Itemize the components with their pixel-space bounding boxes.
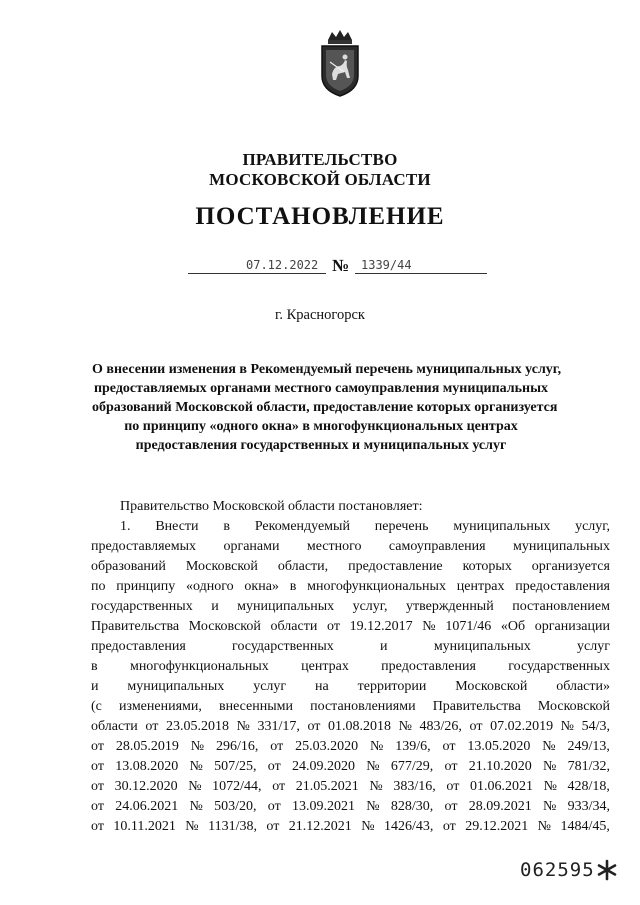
body-word: 428/18, <box>567 779 610 794</box>
body-word: от <box>270 739 284 754</box>
body-word: № <box>398 719 412 734</box>
body-word: № <box>560 719 575 734</box>
body-word: центрах <box>301 659 349 674</box>
body-word: № <box>537 819 552 834</box>
body-word: области, <box>277 559 329 574</box>
body-word: услуг <box>253 679 287 694</box>
body-word: № <box>361 819 375 834</box>
body-word: услуг <box>577 639 610 654</box>
body-word: от <box>444 759 458 774</box>
body-word: постановлениями <box>310 699 416 714</box>
body-word: 503/20, <box>214 799 257 814</box>
body-word: постановлением <box>512 599 610 614</box>
body-word: в <box>289 579 297 594</box>
body-line <box>91 679 610 699</box>
body-word: 1072/44, <box>212 779 262 794</box>
body-word: от <box>91 779 104 794</box>
body-word: Московской <box>185 559 258 574</box>
body-word: 21.12.2021 <box>288 819 352 834</box>
moscow-oblast-coat-of-arms-icon <box>314 28 366 98</box>
body-word: от <box>91 799 104 814</box>
body-line <box>91 719 610 739</box>
body-word: окна» <box>244 579 279 594</box>
body-word: от <box>442 739 456 754</box>
body-word: № <box>369 779 383 794</box>
body-word: области <box>91 719 138 734</box>
body-line <box>91 559 610 579</box>
body-word: от <box>91 739 104 754</box>
body-line <box>91 759 610 779</box>
body-word: на <box>315 679 329 694</box>
body-word: 29.12.2021 <box>465 819 529 834</box>
body-word: и <box>211 599 219 614</box>
body-line <box>91 539 610 559</box>
body-word: 828/30, <box>390 799 434 814</box>
body-word: № <box>542 799 557 814</box>
body-word: которых <box>462 559 512 574</box>
body-word: предоставления <box>381 659 476 674</box>
title-line: предоставляемых органами местного самоуправления муниципальных <box>93 381 549 396</box>
body-word: предоставляемых <box>91 539 197 554</box>
body-word: 19.12.2017 <box>349 619 413 634</box>
body-word: от <box>272 779 286 794</box>
body-word: 677/29, <box>390 759 434 774</box>
body-word: 10.11.2021 <box>113 819 176 834</box>
body-word: Правительства <box>91 619 180 634</box>
body-word: в <box>223 519 230 534</box>
body-word: № <box>369 739 384 754</box>
body-word: 13.05.2020 <box>467 739 531 754</box>
body-word: 21.10.2020 <box>468 759 532 774</box>
body-word: 933/34, <box>567 799 610 814</box>
body-word: от <box>267 759 281 774</box>
body-word: 1484/45, <box>560 819 610 834</box>
body-word: государственных <box>91 599 193 614</box>
body-word: многофункциональных <box>307 579 446 594</box>
body-word: 1426/43, <box>384 819 434 834</box>
body-word: «одного <box>186 579 234 594</box>
body-word: перечень <box>374 519 429 534</box>
body-word: области <box>270 619 318 634</box>
title-line: предоставления государственных и муниципальных услуг <box>135 438 507 453</box>
body-line <box>91 819 610 839</box>
body-word: организации <box>534 619 610 634</box>
body-word: «Об <box>500 619 526 634</box>
body-word: от <box>91 819 104 834</box>
body-word: области» <box>556 679 610 694</box>
body-word: 1071/46 <box>445 619 492 634</box>
body-word: 23.05.2018 <box>165 719 229 734</box>
body-word: муниципальных <box>433 639 531 654</box>
body-word: (с <box>91 699 102 714</box>
body-word: от <box>444 799 458 814</box>
body-word: Московской <box>537 699 610 714</box>
title-line: О внесении изменения в Рекомендуемый перечень муниципальных услуг, <box>92 362 562 377</box>
body-word: 383/16, <box>393 779 436 794</box>
body-word: 483/26, <box>419 719 462 734</box>
body-word: 1131/38, <box>208 819 257 834</box>
body-word: № <box>185 819 199 834</box>
title-line: образований Московской области, предоставление которых организуется <box>92 400 558 415</box>
body-word: услуг, <box>575 519 610 534</box>
body-line <box>91 599 610 619</box>
body-word: 13.09.2021 <box>291 799 355 814</box>
body-word: 507/25, <box>214 759 257 774</box>
body-word: муниципальных <box>513 539 610 554</box>
body-word: от <box>307 719 321 734</box>
body-word: предоставление <box>348 559 443 574</box>
body-word: Рекомендуемый <box>254 519 350 534</box>
government-name-line2: МОСКОВСКОЙ ОБЛАСТИ <box>209 170 431 189</box>
body-word: 28.09.2021 <box>468 799 532 814</box>
body-word: Московской <box>455 679 528 694</box>
registration-line <box>0 257 640 277</box>
body-word: 139/6, <box>395 739 431 754</box>
body-word: в <box>91 659 98 674</box>
body-word: организуется <box>531 559 610 574</box>
body-word: № <box>542 739 556 754</box>
body-word: 781/32, <box>567 759 610 774</box>
document-type-heading: ПОСТАНОВЛЕНИЕ <box>195 203 445 230</box>
body-word: № <box>236 719 250 734</box>
body-word: 13.08.2020 <box>115 759 179 774</box>
body-word: № <box>189 759 203 774</box>
body-line <box>91 799 610 819</box>
body-word: № <box>190 739 205 754</box>
body-word: услуг, <box>352 599 388 614</box>
body-word: № <box>189 799 203 814</box>
body-line <box>91 659 610 679</box>
body-word: муниципальных <box>237 599 335 614</box>
body-word: № <box>422 619 436 634</box>
body-word: и <box>380 639 388 654</box>
body-line <box>91 779 610 799</box>
body-word: № <box>543 779 557 794</box>
asterisk-mark-icon <box>596 859 618 881</box>
body-word: многофункциональных <box>129 659 269 674</box>
body-word: от <box>145 719 159 734</box>
body-word: № <box>366 759 380 774</box>
body-word: территории <box>357 679 427 694</box>
body-word: и <box>91 679 99 694</box>
city: г. Красногорск <box>275 307 365 323</box>
body-word: предоставления <box>515 579 610 594</box>
body-line <box>91 619 610 639</box>
body-word: самоуправления <box>388 539 486 554</box>
body-word: государственных <box>232 639 334 654</box>
title-line: по принципу «одного окна» в многофункциональных центрах <box>124 419 518 434</box>
body-word: № <box>366 799 380 814</box>
body-word: 25.03.2020 <box>295 739 359 754</box>
body-word: № <box>188 779 202 794</box>
body-word: № <box>542 759 557 774</box>
body-word: изменениями, <box>119 699 202 714</box>
body-word: принципу <box>116 579 176 594</box>
body-intro: Правительство Московской области постановляет: <box>120 499 423 514</box>
body-word: 24.09.2020 <box>291 759 355 774</box>
body-line <box>91 739 610 759</box>
body-word: Внести <box>155 519 199 534</box>
body-word: 07.02.2019 <box>490 719 554 734</box>
body-word: от <box>266 819 280 834</box>
body-word: центрах <box>456 579 505 594</box>
body-word: от <box>267 799 281 814</box>
body-word: 21.05.2021 <box>295 779 359 794</box>
body-word: образований <box>91 559 166 574</box>
body-word: от <box>442 819 456 834</box>
body-word: Правительства <box>432 699 521 714</box>
body-word: государственных <box>508 659 610 674</box>
body-word: от <box>469 719 483 734</box>
body-line <box>91 579 610 599</box>
decree-number: 1339/44 <box>361 258 412 272</box>
body-word: от <box>91 759 104 774</box>
body-word: 01.08.2018 <box>328 719 391 734</box>
body-word: 24.06.2021 <box>115 799 179 814</box>
body-word: внесенными <box>219 699 294 714</box>
body-word: 1. <box>120 519 131 534</box>
decree-title <box>92 360 562 455</box>
body-word: по <box>91 579 106 594</box>
body-line <box>91 639 610 659</box>
body-word: 331/17, <box>257 719 300 734</box>
body-word: 296/16, <box>215 739 259 754</box>
body-word: органами <box>223 539 280 554</box>
body-word: предоставления <box>91 639 186 654</box>
serial-number-stamp: 062595 <box>520 859 595 881</box>
body-word: 28.05.2019 <box>115 739 179 754</box>
body-word: муниципальных <box>127 679 225 694</box>
body-word: 01.06.2021 <box>469 779 533 794</box>
body-word: от <box>327 619 340 634</box>
body-word: Московской <box>188 619 261 634</box>
body-word: 30.12.2020 <box>114 779 178 794</box>
body-word: 54/3, <box>581 719 610 734</box>
body-line <box>91 699 610 719</box>
body-word: местного <box>306 539 362 554</box>
body-word: 249/13, <box>567 739 610 754</box>
government-name-line1: ПРАВИТЕЛЬСТВО <box>242 150 398 169</box>
body-word: утвержденный <box>405 599 494 614</box>
body-line <box>120 519 610 539</box>
body-word: от <box>446 779 460 794</box>
decree-date: 07.12.2022 <box>246 258 319 272</box>
number-sign: № <box>332 256 350 275</box>
body-word: муниципальных <box>453 519 551 534</box>
